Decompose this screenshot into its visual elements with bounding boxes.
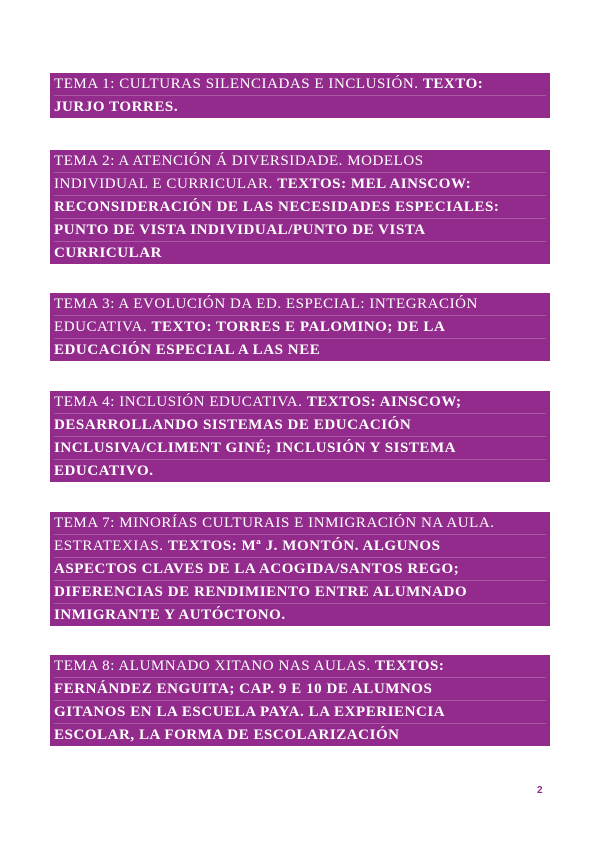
topic-block-tema-7: [50, 512, 550, 626]
topic-line: TEMA 4: INCLUSIÓN EDUCATIVA. TEXTOS: AINSCOW;: [54, 391, 546, 414]
topic-line: ESCOLAR, LA FORMA DE ESCOLARIZACIÓN: [54, 727, 400, 743]
topic-line: EDUCACIÓN ESPECIAL A LAS NEE: [54, 342, 321, 358]
topic-line: INCLUSIVA/CLIMENT GINÉ; INCLUSIÓN Y SISTEMA: [54, 437, 546, 460]
topic-line: TEMA 3: A EVOLUCIÓN DA ED. ESPECIAL: INTEGRACIÓN: [54, 293, 546, 316]
topic-line: DESARROLLANDO SISTEMAS DE EDUCACIÓN: [54, 414, 546, 437]
topic-line: INMIGRANTE Y AUTÓCTONO.: [54, 607, 286, 623]
topic-line: TEMA 8: ALUMNADO XITANO NAS AULAS. TEXTOS:: [54, 655, 546, 678]
topic-line: ESTRATEXIAS. TEXTOS: Mª J. MONTÓN. ALGUNOS: [54, 535, 546, 558]
topic-block-tema-4: [50, 391, 550, 482]
topic-line: DIFERENCIAS DE RENDIMIENTO ENTRE ALUMNADO: [54, 581, 546, 604]
topic-line: CURRICULAR: [54, 245, 163, 261]
topic-line: FERNÁNDEZ ENGUITA; CAP. 9 E 10 DE ALUMNOS: [54, 678, 546, 701]
topic-line: EDUCATIVA. TEXTO: TORRES E PALOMINO; DE LA: [54, 316, 546, 339]
topic-line: RECONSIDERACIÓN DE LAS NECESIDADES ESPECIALES:: [54, 196, 546, 219]
page-number: 2: [537, 785, 543, 796]
topic-block-tema-8: [50, 655, 550, 746]
topic-line: PUNTO DE VISTA INDIVIDUAL/PUNTO DE VISTA: [54, 219, 546, 242]
topic-line: TEMA 1: CULTURAS SILENCIADAS E INCLUSIÓN. TEXTO:: [54, 73, 546, 96]
topic-block-tema-1: [50, 73, 550, 118]
topic-block-tema-2: [50, 150, 550, 264]
topic-line: TEMA 7: MINORÍAS CULTURAIS E INMIGRACIÓN NA AULA.: [54, 512, 546, 535]
topic-line: EDUCATIVO.: [54, 463, 154, 479]
topic-block-tema-3: [50, 293, 550, 361]
topic-line: TEMA 2: A ATENCIÓN Á DIVERSIDADE. MODELOS: [54, 150, 546, 173]
topic-line: JURJO TORRES.: [54, 99, 179, 115]
topic-line: INDIVIDUAL E CURRICULAR. TEXTOS: MEL AINSCOW:: [54, 173, 546, 196]
topic-line: ASPECTOS CLAVES DE LA ACOGIDA/SANTOS REGO;: [54, 558, 546, 581]
topic-line: GITANOS EN LA ESCUELA PAYA. LA EXPERIENCIA: [54, 701, 546, 724]
